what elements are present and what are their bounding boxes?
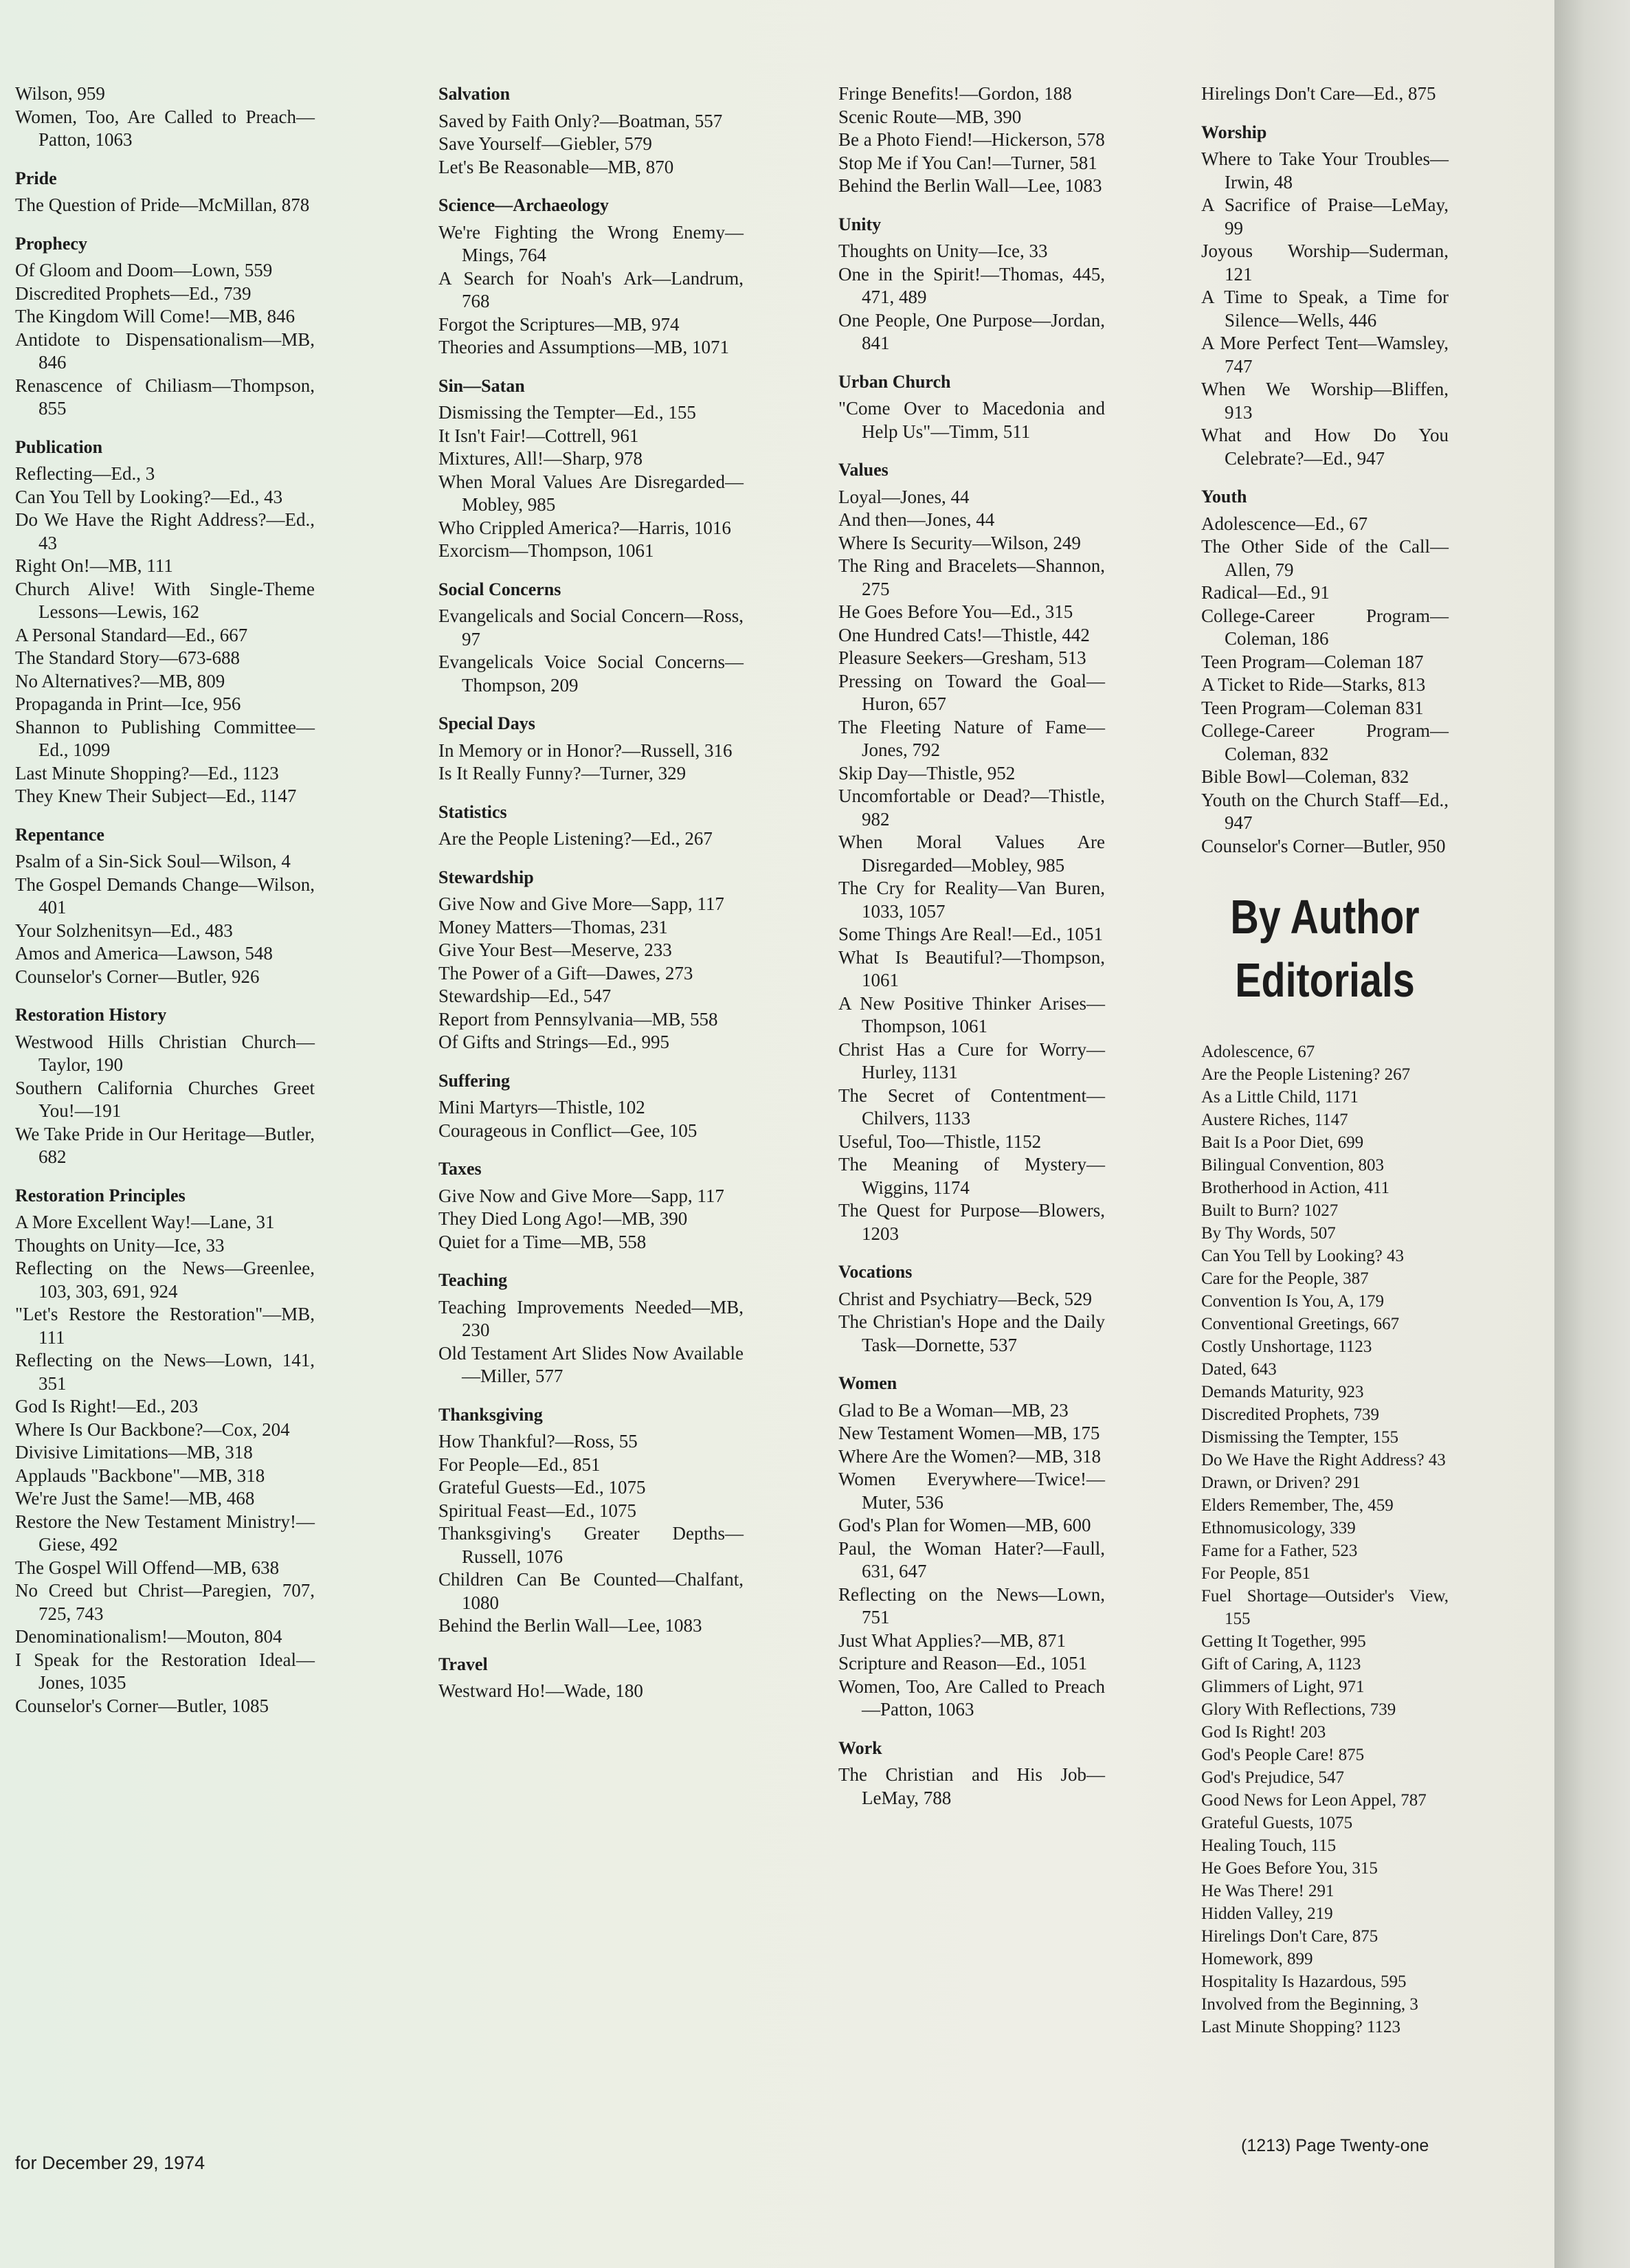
index-entry: They Knew Their Subject—Ed., 1147 xyxy=(15,786,297,806)
index-entry: Reflecting on the News—Greenlee, 103, 303, 691, 924 xyxy=(15,1258,315,1302)
index-entry: Saved by Faith Only?—Boatman, 557 xyxy=(438,110,723,131)
index-entry: The Other Side of the Call—Allen, 79 xyxy=(1201,536,1449,580)
index-entry: Restore the New Testament Ministry!—Giese, 492 xyxy=(15,1511,315,1555)
editorial-entry: Healing Touch, 115 xyxy=(1201,1836,1337,1855)
index-entry: He Goes Before You—Ed., 315 xyxy=(838,601,1073,622)
section-heading: Science—Archaeology xyxy=(438,195,609,215)
index-entry: Westwood Hills Christian Church—Taylor, 190 xyxy=(15,1031,315,1075)
index-section-continued xyxy=(1201,82,1449,106)
index-entry: Of Gloom and Doom—Lown, 559 xyxy=(15,260,273,280)
editorial-entry: Drawn, or Driven? 291 xyxy=(1201,1474,1361,1492)
editorial-entry: As a Little Child, 1171 xyxy=(1201,1088,1359,1107)
index-section-special-days xyxy=(438,712,744,786)
index-entry: Divisive Limitations—MB, 318 xyxy=(15,1442,253,1463)
index-entry: Teen Program—Coleman 187 xyxy=(1201,651,1424,672)
editorial-entry: God Is Right! 203 xyxy=(1201,1723,1326,1742)
index-entry: God's Plan for Women—MB, 600 xyxy=(838,1515,1091,1535)
index-entry: I Speak for the Restoration Ideal—Jones, 1035 xyxy=(15,1649,315,1693)
editorial-entry: Care for the People, 387 xyxy=(1201,1269,1369,1288)
index-entry: Renascence of Chiliasm—Thompson, 855 xyxy=(15,375,315,419)
index-entry: Denominationalism!—Mouton, 804 xyxy=(15,1626,282,1647)
index-entry: Glad to Be a Woman—MB, 23 xyxy=(838,1399,1069,1421)
index-section-thanksgiving xyxy=(438,1403,744,1638)
index-entry: Counselor's Corner—Butler, 950 xyxy=(1201,835,1446,856)
index-entry: The Fleeting Nature of Fame—Jones, 792 xyxy=(838,716,1105,760)
index-entry: No Alternatives?—MB, 809 xyxy=(15,670,225,691)
index-entry: Joyous Worship—Suderman, 121 xyxy=(1201,241,1449,285)
index-entry: Of Gifts and Strings—Ed., 995 xyxy=(438,1032,669,1052)
index-section-science-archaeology xyxy=(438,194,744,359)
index-section-continued xyxy=(15,82,315,152)
index-entry: When Moral Values Are Disregarded—Mobley, 985 xyxy=(838,832,1105,876)
index-entry: Thoughts on Unity—Ice, 33 xyxy=(838,241,1048,261)
editorial-entry: Glimmers of Light, 971 xyxy=(1201,1678,1365,1696)
index-entry: College-Career Program—Coleman, 832 xyxy=(1201,720,1449,764)
editorial-entry: Demands Maturity, 923 xyxy=(1201,1383,1364,1401)
index-entry: A Sacrifice of Praise—LeMay, 99 xyxy=(1201,194,1449,238)
editorial-entry: Gift of Caring, A, 1123 xyxy=(1201,1655,1361,1674)
index-entry: Counselor's Corner—Butler, 926 xyxy=(15,966,260,987)
editorial-entry: Homework, 899 xyxy=(1201,1950,1313,1968)
index-entry: Bible Bowl—Coleman, 832 xyxy=(1201,766,1409,787)
section-heading: Thanksgiving xyxy=(438,1404,543,1425)
index-entry: Money Matters—Thomas, 231 xyxy=(438,916,668,937)
index-entry: "Come Over to Macedonia and Help Us"—Timm, 511 xyxy=(838,398,1105,442)
editorial-entry: God's People Care! 875 xyxy=(1201,1746,1365,1764)
section-heading: Restoration Principles xyxy=(15,1185,186,1205)
index-entry: Forgot the Scriptures—MB, 974 xyxy=(438,313,680,335)
index-entry: Skip Day—Thistle, 952 xyxy=(838,762,1016,783)
section-heading: Publication xyxy=(15,436,103,457)
index-column-4 xyxy=(1201,82,1449,2038)
editorial-entry: Built to Burn? 1027 xyxy=(1201,1201,1339,1220)
index-entry: Evangelicals and Social Concern—Ross, 97 xyxy=(438,605,744,649)
index-entry: Women Everywhere—Twice!—Muter, 536 xyxy=(838,1469,1105,1513)
index-entry: The Question of Pride—McMillan, 878 xyxy=(15,194,310,215)
index-entry: The Gospel Will Offend—MB, 638 xyxy=(15,1557,280,1578)
index-entry: When Moral Values Are Disregarded—Mobley, 985 xyxy=(438,471,744,515)
index-entry: New Testament Women—MB, 175 xyxy=(838,1423,1100,1443)
index-entry: Hirelings Don't Care—Ed., 875 xyxy=(1201,83,1436,104)
index-entry: Reflecting—Ed., 3 xyxy=(15,463,155,484)
index-entry: Wilson, 959 xyxy=(15,83,105,104)
index-section-urban-church xyxy=(838,370,1105,444)
index-entry: Pleasure Seekers—Gresham, 513 xyxy=(838,647,1086,668)
index-column-3 xyxy=(838,82,1105,1825)
index-entry: No Creed but Christ—Paregien, 707, 725, 743 xyxy=(15,1580,315,1624)
editorial-entry: Can You Tell by Looking? 43 xyxy=(1201,1247,1405,1265)
editorial-entry: Hidden Valley, 219 xyxy=(1201,1904,1333,1923)
editorial-entry: Involved from the Beginning, 3 xyxy=(1201,1995,1418,2014)
editorials-list xyxy=(1201,1041,1449,2038)
index-entry: Behind the Berlin Wall—Lee, 1083 xyxy=(838,175,1102,196)
index-entry: Mini Martyrs—Thistle, 102 xyxy=(438,1097,645,1118)
index-entry: One in the Spirit!—Thomas, 445, 471, 489 xyxy=(838,263,1105,307)
section-heading: Restoration History xyxy=(15,1005,167,1025)
index-entry: Uncomfortable or Dead?—Thistle, 982 xyxy=(838,786,1105,830)
index-entry: Christ and Psychiatry—Beck, 529 xyxy=(838,1288,1092,1309)
index-entry: Save Yourself—Giebler, 579 xyxy=(438,133,652,154)
index-entry: Theories and Assumptions—MB, 1071 xyxy=(438,337,729,357)
index-section-pride xyxy=(15,167,315,217)
editorial-entry: Hospitality Is Hazardous, 595 xyxy=(1201,1972,1407,1991)
section-heading: Special Days xyxy=(438,713,535,733)
index-entry: For People—Ed., 851 xyxy=(438,1454,601,1475)
section-heading: Women xyxy=(838,1373,897,1393)
section-heading: Sin—Satan xyxy=(438,375,525,396)
index-entry: Evangelicals Voice Social Concerns—Thompson, 209 xyxy=(438,652,744,696)
section-heading: Youth xyxy=(1201,487,1247,507)
index-section-work xyxy=(838,1737,1105,1810)
index-entry: A More Perfect Tent—Wamsley, 747 xyxy=(1201,333,1449,377)
index-section-salvation xyxy=(438,82,744,179)
index-entry: Stop Me if You Can!—Turner, 581 xyxy=(838,152,1097,173)
index-entry: The Christian's Hope and the Daily Task—Dornette, 537 xyxy=(838,1311,1105,1355)
editorial-entry: Convention Is You, A, 179 xyxy=(1201,1292,1385,1311)
by-author-heading xyxy=(1223,885,1426,1012)
index-entry: Who Crippled America?—Harris, 1016 xyxy=(438,517,731,538)
column-4-sections xyxy=(1201,82,1449,858)
index-entry: Report from Pennsylvania—MB, 558 xyxy=(438,1008,718,1030)
index-entry: Fringe Benefits!—Gordon, 188 xyxy=(838,83,1072,104)
editorial-entry: Glory With Reflections, 739 xyxy=(1201,1700,1396,1719)
index-entry: Southern California Churches Greet You!—191 xyxy=(15,1077,315,1121)
editorial-entry: God's Prejudice, 547 xyxy=(1201,1768,1344,1787)
index-entry: When We Worship—Bliffen, 913 xyxy=(1201,379,1449,423)
index-section-taxes xyxy=(438,1157,744,1254)
index-entry: Where to Take Your Troubles—Irwin, 48 xyxy=(1201,148,1449,192)
index-entry: Are the People Listening?—Ed., 267 xyxy=(438,828,713,849)
editorial-entry: Bilingual Convention, 803 xyxy=(1201,1156,1384,1175)
index-section-vocations xyxy=(838,1260,1105,1357)
index-section-worship xyxy=(1201,121,1449,471)
index-entry: Give Now and Give More—Sapp, 117 xyxy=(438,1185,724,1206)
editorial-entry: Discredited Prophets, 739 xyxy=(1201,1405,1379,1424)
index-section-social-concerns xyxy=(438,578,744,698)
index-entry: Give Now and Give More—Sapp, 117 xyxy=(438,893,724,914)
index-entry: Just What Applies?—MB, 871 xyxy=(838,1630,1067,1651)
index-entry: Exorcism—Thompson, 1061 xyxy=(438,540,654,561)
index-entry: Christ Has a Cure for Worry—Hurley, 1131 xyxy=(838,1038,1105,1082)
index-section-continued xyxy=(838,82,1105,198)
index-entry: "Let's Restore the Restoration"—MB, 111 xyxy=(15,1304,315,1348)
index-entry: Can You Tell by Looking?—Ed., 43 xyxy=(15,486,283,507)
index-section-youth xyxy=(1201,485,1449,858)
index-entry: A Ticket to Ride—Starks, 813 xyxy=(1201,674,1426,695)
editorial-entry: Do We Have the Right Address? 43 xyxy=(1201,1451,1446,1469)
index-entry: Loyal—Jones, 44 xyxy=(838,486,970,507)
section-heading: Salvation xyxy=(438,84,511,104)
issue-date: for December 29, 1974 xyxy=(15,2153,205,2173)
index-entry: Some Things Are Real!—Ed., 1051 xyxy=(838,924,1103,944)
page-number: (1213) Page Twenty-one xyxy=(1241,2136,1429,2155)
index-entry: A New Positive Thinker Arises—Thompson, 1061 xyxy=(838,992,1105,1036)
editorial-entry: Are the People Listening? 267 xyxy=(1201,1065,1411,1084)
section-heading: Social Concerns xyxy=(438,579,561,599)
index-section-values xyxy=(838,458,1105,1245)
index-entry: Last Minute Shopping?—Ed., 1123 xyxy=(15,762,279,783)
index-entry: The Quest for Purpose—Blowers, 1203 xyxy=(838,1200,1105,1244)
index-entry: Your Solzhenitsyn—Ed., 483 xyxy=(15,920,233,941)
index-entry: Adolescence—Ed., 67 xyxy=(1201,513,1368,534)
index-entry: It Isn't Fair!—Cottrell, 961 xyxy=(438,425,639,446)
index-entry: Shannon to Publishing Committee—Ed., 1099 xyxy=(15,716,315,760)
editorial-entry: Elders Remember, The, 459 xyxy=(1201,1496,1394,1515)
index-entry: The Power of a Gift—Dawes, 273 xyxy=(438,962,693,983)
section-heading: Repentance xyxy=(15,824,104,845)
index-entry: We Take Pride in Our Heritage—Butler, 682 xyxy=(15,1123,315,1167)
editorial-entry: He Was There! 291 xyxy=(1201,1882,1335,1900)
index-entry: Quiet for a Time—MB, 558 xyxy=(438,1231,647,1252)
index-entry: Old Testament Art Slides Now Available—Miller, 577 xyxy=(438,1342,744,1386)
index-entry: The Standard Story—673-688 xyxy=(15,647,240,668)
index-entry: Let's Be Reasonable—MB, 870 xyxy=(438,156,674,177)
editorial-entry: Brotherhood in Action, 411 xyxy=(1201,1179,1390,1197)
index-entry: Spiritual Feast—Ed., 1075 xyxy=(438,1500,636,1521)
index-entry: The Cry for Reality—Van Buren, 1033, 1057 xyxy=(838,878,1105,922)
editorial-entry: Adolescence, 67 xyxy=(1201,1043,1315,1061)
index-entry: The Ring and Bracelets—Shannon, 275 xyxy=(838,555,1105,599)
index-entry: One People, One Purpose—Jordan, 841 xyxy=(838,309,1105,353)
section-heading: Urban Church xyxy=(838,371,951,392)
index-entry: Westward Ho!—Wade, 180 xyxy=(438,1680,643,1701)
section-heading: Pride xyxy=(15,168,57,188)
index-section-travel xyxy=(438,1653,744,1703)
editorial-entry: Fuel Shortage—Outsider's View, 155 xyxy=(1201,1587,1449,1628)
index-entry: The Kingdom Will Come!—MB, 846 xyxy=(15,306,295,326)
index-entry: Women, Too, Are Called to Preach—Patton, 1063 xyxy=(838,1676,1105,1720)
editorial-entry: Dismissing the Tempter, 155 xyxy=(1201,1428,1399,1447)
index-section-restoration-history xyxy=(15,1003,315,1169)
index-section-suffering xyxy=(438,1069,744,1143)
index-entry: Women, Too, Are Called to Preach—Patton, 1063 xyxy=(15,106,315,150)
index-entry: Applauds "Backbone"—MB, 318 xyxy=(15,1465,265,1486)
editorial-entry: Hirelings Don't Care, 875 xyxy=(1201,1927,1378,1946)
index-entry: Teen Program—Coleman 831 xyxy=(1201,697,1424,718)
index-entry: Scripture and Reason—Ed., 1051 xyxy=(838,1653,1088,1674)
editorial-entry: Austere Riches, 1147 xyxy=(1201,1111,1348,1129)
index-entry: Where Is Our Backbone?—Cox, 204 xyxy=(15,1419,290,1440)
index-entry: Do We Have the Right Address?—Ed., 43 xyxy=(15,509,315,553)
editorial-entry: For People, 851 xyxy=(1201,1564,1311,1583)
index-section-statistics xyxy=(438,801,744,851)
section-heading: Teaching xyxy=(438,1270,508,1290)
index-section-sin-satan xyxy=(438,375,744,563)
section-heading: Suffering xyxy=(438,1070,510,1091)
by-author-title: By Author xyxy=(1230,890,1420,944)
index-entry: How Thankful?—Ross, 55 xyxy=(438,1431,638,1452)
index-entry: Scenic Route—MB, 390 xyxy=(838,106,1022,127)
index-entry: A Time to Speak, a Time for Silence—Wells, 446 xyxy=(1201,287,1449,331)
index-entry: The Meaning of Mystery—Wiggins, 1174 xyxy=(838,1154,1105,1198)
index-entry: A Personal Standard—Ed., 667 xyxy=(15,624,248,645)
index-entry: Radical—Ed., 91 xyxy=(1201,582,1330,603)
editorial-entry: He Goes Before You, 315 xyxy=(1201,1859,1378,1878)
section-heading: Stewardship xyxy=(438,867,534,887)
index-entry: College-Career Program—Coleman, 186 xyxy=(1201,605,1449,649)
index-section-restoration-principles xyxy=(15,1184,315,1718)
index-entry: Where Are the Women?—MB, 318 xyxy=(838,1445,1101,1467)
index-entry: Children Can Be Counted—Chalfant, 1080 xyxy=(438,1569,744,1613)
editorial-entry: Dated, 643 xyxy=(1201,1360,1277,1379)
index-entry: One Hundred Cats!—Thistle, 442 xyxy=(838,624,1090,645)
editorials-title: Editorials xyxy=(1235,953,1415,1007)
index-entry: Reflecting on the News—Lown, 141, 351 xyxy=(15,1350,315,1394)
index-entry: Mixtures, All!—Sharp, 978 xyxy=(438,448,643,469)
index-entry: The Secret of Contentment—Chilvers, 1133 xyxy=(838,1085,1105,1129)
index-entry: Discredited Prophets—Ed., 739 xyxy=(15,282,252,304)
index-entry: We're Fighting the Wrong Enemy—Mings, 764 xyxy=(438,221,744,265)
page-edge-shadow xyxy=(1554,0,1630,2268)
index-entry: Paul, the Woman Hater?—Faull, 631, 647 xyxy=(838,1537,1105,1581)
index-column-1 xyxy=(15,82,315,1733)
editorial-entry: Ethnomusicology, 339 xyxy=(1201,1519,1356,1537)
index-section-stewardship xyxy=(438,866,744,1054)
section-heading: Taxes xyxy=(438,1159,482,1179)
index-entry: Give Your Best—Meserve, 233 xyxy=(438,940,672,960)
index-entry: The Gospel Demands Change—Wilson, 401 xyxy=(15,874,315,918)
index-entry: And then—Jones, 44 xyxy=(838,509,995,530)
section-heading: Prophecy xyxy=(15,233,87,254)
index-entry: Reflecting on the News—Lown, 751 xyxy=(838,1583,1105,1627)
index-entry: Antidote to Dispensationalism—MB, 846 xyxy=(15,329,315,373)
index-section-repentance xyxy=(15,823,315,989)
index-entry: Dismissing the Tempter—Ed., 155 xyxy=(438,402,696,423)
index-entry: Thanksgiving's Greater Depths—Russell, 1076 xyxy=(438,1523,744,1567)
index-entry: A More Excellent Way!—Lane, 31 xyxy=(15,1212,275,1232)
section-heading: Unity xyxy=(838,214,882,234)
editorial-entry: Last Minute Shopping? 1123 xyxy=(1201,2018,1401,2036)
section-heading: Statistics xyxy=(438,801,507,822)
index-entry: Grateful Guests—Ed., 1075 xyxy=(438,1477,646,1498)
editorial-entry: Fame for a Father, 523 xyxy=(1201,1542,1358,1560)
index-entry: Church Alive! With Single-Theme Lessons—Lewis, 162 xyxy=(15,578,315,622)
section-heading: Travel xyxy=(438,1654,488,1674)
index-entry: Courageous in Conflict—Gee, 105 xyxy=(438,1120,697,1141)
index-section-prophecy xyxy=(15,232,315,421)
index-entry: Psalm of a Sin-Sick Soul—Wilson, 4 xyxy=(15,851,291,871)
index-entry: The Christian and His Job—LeMay, 788 xyxy=(838,1764,1105,1808)
index-section-women xyxy=(838,1372,1105,1722)
editorial-entry: Getting It Together, 995 xyxy=(1201,1632,1366,1651)
editorial-entry: Conventional Greetings, 667 xyxy=(1201,1315,1400,1333)
index-entry: Amos and America—Lawson, 548 xyxy=(15,943,273,964)
index-entry: Where Is Security—Wilson, 249 xyxy=(838,532,1081,553)
index-entry: Be a Photo Fiend!—Hickerson, 578 xyxy=(838,129,1105,150)
index-entry: Youth on the Church Staff—Ed., 947 xyxy=(1201,789,1449,833)
section-heading: Work xyxy=(838,1737,882,1758)
index-entry: A Search for Noah's Ark—Landrum, 768 xyxy=(438,267,744,311)
index-entry: Behind the Berlin Wall—Lee, 1083 xyxy=(438,1615,702,1636)
editorial-entry: Grateful Guests, 1075 xyxy=(1201,1814,1353,1832)
index-entry: Right On!—MB, 111 xyxy=(15,555,173,576)
index-section-unity xyxy=(838,213,1105,355)
editorial-entry: Good News for Leon Appel, 787 xyxy=(1201,1791,1427,1810)
index-entry: Thoughts on Unity—Ice, 33 xyxy=(15,1234,225,1256)
editorial-entry: Bait Is a Poor Diet, 699 xyxy=(1201,1133,1364,1152)
editorial-entry: Costly Unshortage, 1123 xyxy=(1201,1337,1372,1356)
index-entry: Stewardship—Ed., 547 xyxy=(438,986,612,1006)
section-heading: Vocations xyxy=(838,1262,913,1282)
index-column-2 xyxy=(438,82,744,1718)
index-entry: Useful, Too—Thistle, 1152 xyxy=(838,1131,1042,1152)
index-entry: What Is Beautiful?—Thompson, 1061 xyxy=(838,946,1105,990)
index-entry: We're Just the Same!—MB, 468 xyxy=(15,1488,255,1509)
index-section-publication xyxy=(15,436,315,808)
index-entry: What and How Do You Celebrate?—Ed., 947 xyxy=(1201,425,1449,469)
index-entry: God Is Right!—Ed., 203 xyxy=(15,1396,199,1416)
index-entry: In Memory or in Honor?—Russell, 316 xyxy=(438,740,733,761)
index-entry: Propaganda in Print—Ice, 956 xyxy=(15,693,241,714)
index-entry: Pressing on Toward the Goal—Huron, 657 xyxy=(838,670,1105,714)
section-heading: Worship xyxy=(1201,122,1267,142)
index-section-teaching xyxy=(438,1269,744,1388)
index-entry: Teaching Improvements Needed—MB, 230 xyxy=(438,1296,744,1340)
index-entry: Is It Really Funny?—Turner, 329 xyxy=(438,763,686,783)
index-entry: Counselor's Corner—Butler, 1085 xyxy=(15,1695,269,1716)
index-entry: They Died Long Ago!—MB, 390 xyxy=(438,1208,688,1229)
section-heading: Values xyxy=(838,460,889,480)
editorial-entry: By Thy Words, 507 xyxy=(1201,1224,1336,1243)
